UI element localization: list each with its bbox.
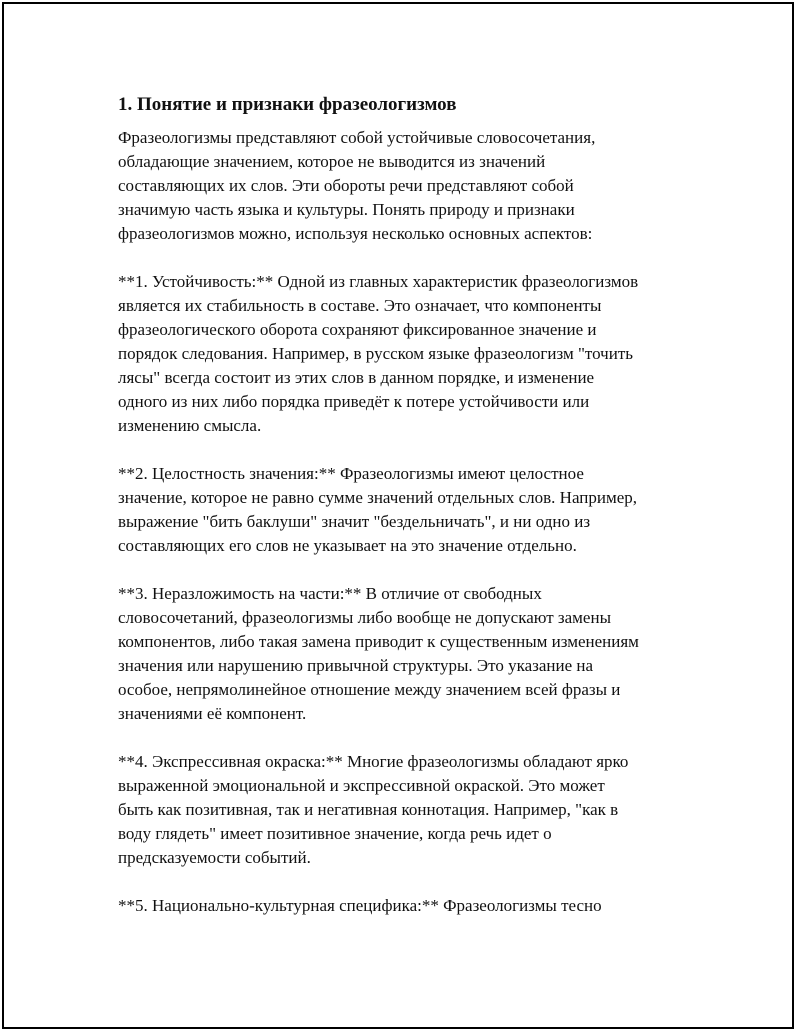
- text-line: словосочетаний, фразеологизмы либо вообще не допускают замены: [118, 608, 611, 627]
- document-body: [118, 92, 698, 942]
- text-line: компонентов, либо такая замена приводит к существенным изменениям: [118, 632, 639, 651]
- text-line: изменению смысла.: [118, 416, 262, 435]
- paragraph-expressiveness: [118, 750, 698, 870]
- paragraph-stability: [118, 270, 698, 438]
- text-line: **1. Устойчивость:** Одной из главных характеристик фразеологизмов: [118, 272, 639, 291]
- text-line: обладающие значением, которое не выводится из значений: [118, 152, 546, 171]
- text-line: быть как позитивная, так и негативная коннотация. Например, "как в: [118, 800, 619, 819]
- text-line: **3. Неразложимость на части:** В отличие от свободных: [118, 584, 542, 603]
- paragraph-national-specificity: [118, 894, 698, 918]
- text-line: составляющих его слов не указывает на это значение отдельно.: [118, 536, 577, 555]
- paragraph-indivisibility: [118, 582, 698, 726]
- text-line: **2. Целостность значения:** Фразеологизмы имеют целостное: [118, 464, 584, 483]
- text-line: порядок следования. Например, в русском языке фразеологизм "точить: [118, 344, 634, 363]
- text-line: значениями её компонент.: [118, 704, 307, 723]
- text-line: выраженной эмоциональной и экспрессивной окраской. Это может: [118, 776, 605, 795]
- text-line: лясы" всегда состоит из этих слов в данном порядке, и изменение: [118, 368, 595, 387]
- text-line: значение, которое не равно сумме значений отдельных слов. Например,: [118, 488, 638, 507]
- paragraph-integrity: [118, 462, 698, 558]
- text-line: значения или нарушению привычной структуры. Это указание на: [118, 656, 594, 675]
- paragraph-intro: [118, 126, 698, 246]
- text-line: одного из них либо порядка приведёт к потере устойчивости или: [118, 392, 590, 411]
- text-line: является их стабильность в составе. Это означает, что компоненты: [118, 296, 602, 315]
- text-line: особое, непрямолинейное отношение между значением всей фразы и: [118, 680, 621, 699]
- text-line: составляющих их слов. Эти обороты речи представляют собой: [118, 176, 574, 195]
- text-line: выражение "бить баклуши" значит "бездельничать", и ни одно из: [118, 512, 591, 531]
- section-heading: 1. Понятие и признаки фразеологизмов: [118, 94, 457, 115]
- text-line: воду глядеть" имеет позитивное значение, когда речь идет о: [118, 824, 552, 843]
- text-line: **4. Экспрессивная окраска:** Многие фразеологизмы обладают ярко: [118, 752, 629, 771]
- text-line: Фразеологизмы представляют собой устойчивые словосочетания,: [118, 128, 596, 147]
- text-line: фразеологизмов можно, используя несколько основных аспектов:: [118, 224, 593, 243]
- text-line: фразеологического оборота сохраняют фиксированное значение и: [118, 320, 597, 339]
- text-line: **5. Национально-культурная специфика:** Фразеологизмы тесно: [118, 896, 602, 915]
- text-line: предсказуемости событий.: [118, 848, 311, 867]
- text-line: значимую часть языка и культуры. Понять природу и признаки: [118, 200, 575, 219]
